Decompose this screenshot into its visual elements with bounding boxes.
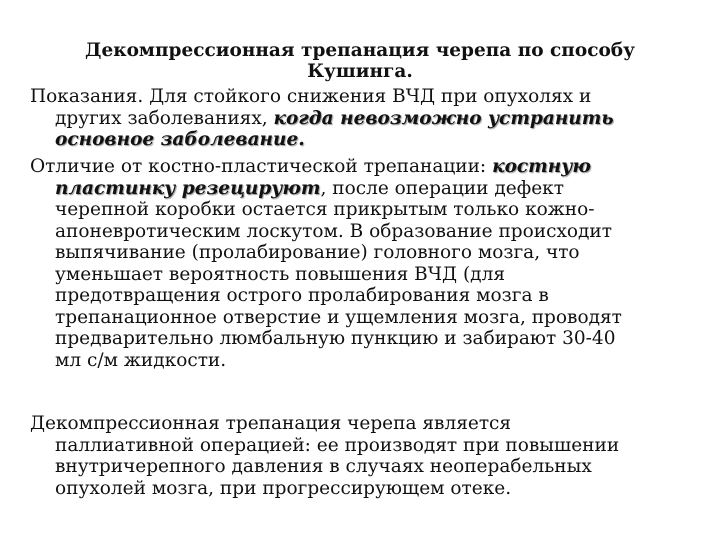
text-line: предварительно люмбальную пункцию и забирают 30-40 [55,328,616,349]
emphasized-text: когда невозможно устранить [273,107,614,129]
slide-title [30,40,690,82]
indications-paragraph [30,86,702,151]
text-line [30,156,702,178]
text-line: мл с/м жидкости. [55,349,227,371]
text-line: Показания. Для стойкого снижения ВЧД при опухолях и [30,86,592,107]
text-line: уменьшает вероятность повышения ВЧД (для [55,263,505,285]
emphasized-text: костную [492,156,591,177]
emphasized-text: пластинку резецируют [55,177,321,199]
text-line: трепанационное отверстие и ущемления мозга, проводят [55,306,622,328]
text-line: апоневротическим лоскутом. В образование происходит [55,220,612,242]
text-line: выпячивание (пролабирование) головного мозга, что [55,242,580,263]
text-line: паллиативной операцией: ее производят при повышении [55,434,620,456]
text-run: , после операции дефект [320,177,564,199]
text-line: предотвращения острого пролабирования мозга в [55,285,549,306]
text-line: Декомпрессионная трепанация черепа является [30,413,512,434]
text-run: Отличие от костно-пластической трепанации: [30,156,493,177]
text-line: опухолей мозга, при прогрессирующем отеке. [55,477,512,499]
emphasized-text: основное заболевание. [55,129,305,150]
text-line [30,178,702,200]
text-line: черепной коробки остается прикрытым только кожно- [55,199,595,220]
palliative-paragraph [30,413,702,499]
difference-paragraph [30,156,702,371]
title-line: Декомпрессионная трепанация черепа по способу [85,40,635,61]
text-line: внутричерепного давления в случаях неоперабельных [55,456,592,477]
text-run: других заболеваниях, [55,107,274,129]
title-line: Кушинга. [307,61,413,82]
text-line [30,108,702,130]
